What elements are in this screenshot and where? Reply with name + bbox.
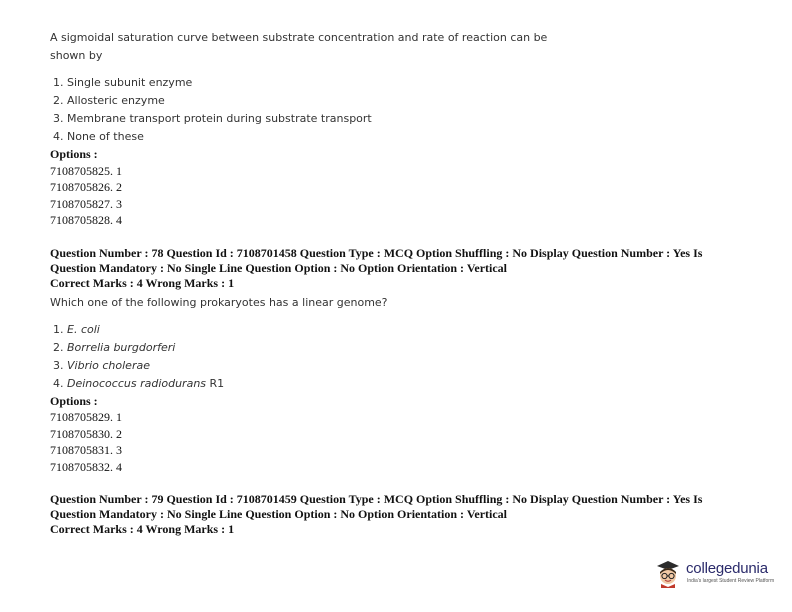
choice-item: 1. Single subunit enzyme bbox=[53, 76, 193, 89]
question-77-text-line2: shown by bbox=[50, 49, 103, 62]
logo-tagline: India's largest Student Review Platform bbox=[687, 578, 775, 584]
choice-text: E. coli bbox=[67, 322, 100, 336]
question-78-text: Which one of the following prokaryotes has a linear genome? bbox=[50, 295, 388, 309]
option-id: 7108705829. 1 bbox=[50, 410, 122, 424]
choice-item: 3. Membrane transport protein during substrate transport bbox=[53, 112, 372, 125]
logo-brand: collegedunia bbox=[686, 560, 768, 577]
option-id: 7108705832. 4 bbox=[50, 459, 122, 474]
choice-item: 2. Allosteric enzyme bbox=[53, 94, 165, 107]
choice-text: Deinococcus radiodurans bbox=[67, 376, 207, 390]
choice-item bbox=[53, 375, 750, 393]
options-label: Options : bbox=[50, 393, 98, 408]
choice-item bbox=[53, 357, 750, 375]
choice-item bbox=[53, 339, 750, 357]
question-79-meta-line1: Question Number : 79 Question Id : 7108701459 Question Type : MCQ Option Shuffling : No Display Question Number : Yes Is bbox=[50, 492, 703, 506]
question-79-marks: Correct Marks : 4 Wrong Marks : 1 bbox=[50, 522, 235, 536]
option-id: 7108705831. 3 bbox=[50, 443, 122, 457]
question-77-text-line1: A sigmoidal saturation curve between substrate concentration and rate of reaction can be bbox=[50, 31, 548, 44]
question-78-meta-line1: Question Number : 78 Question Id : 7108701458 Question Type : MCQ Option Shuffling : No Display Question Number : Yes Is bbox=[50, 245, 703, 260]
option-id: 7108705830. 2 bbox=[50, 426, 122, 441]
choice-text: Vibrio cholerae bbox=[67, 358, 150, 372]
question-79-meta-line2: Question Mandatory : No Single Line Question Option : No Option Orientation : Vertical bbox=[50, 507, 508, 521]
collegedunia-logo bbox=[653, 558, 783, 588]
question-79-meta bbox=[50, 492, 750, 522]
choice-item: 4. None of these bbox=[53, 130, 144, 143]
question-78-meta bbox=[50, 246, 750, 276]
choice-number: 4. bbox=[53, 376, 67, 390]
choice-number: 2. bbox=[53, 340, 67, 354]
choice-number: 1. bbox=[53, 322, 67, 336]
question-77-text bbox=[50, 29, 750, 65]
choice-item bbox=[53, 321, 750, 339]
question-78-choices bbox=[53, 321, 750, 393]
mascot-icon bbox=[653, 558, 683, 588]
spacer bbox=[50, 475, 750, 492]
option-id: 7108705827. 3 bbox=[50, 196, 122, 211]
options-label: Options : bbox=[50, 147, 98, 161]
choice-text: Borrelia burgdorferi bbox=[67, 340, 176, 354]
spacer bbox=[50, 229, 750, 246]
document-page bbox=[50, 29, 750, 537]
question-78-meta-line2: Question Mandatory : No Single Line Question Option : No Option Orientation : Vertical bbox=[50, 260, 508, 275]
option-id: 7108705828. 4 bbox=[50, 213, 122, 227]
option-id: 7108705825. 1 bbox=[50, 163, 122, 178]
choice-suffix: R1 bbox=[206, 376, 225, 390]
option-id: 7108705826. 2 bbox=[50, 180, 122, 194]
question-78-marks: Correct Marks : 4 Wrong Marks : 1 bbox=[50, 275, 235, 290]
choice-number: 3. bbox=[53, 358, 67, 372]
question-77-choices bbox=[53, 74, 750, 146]
